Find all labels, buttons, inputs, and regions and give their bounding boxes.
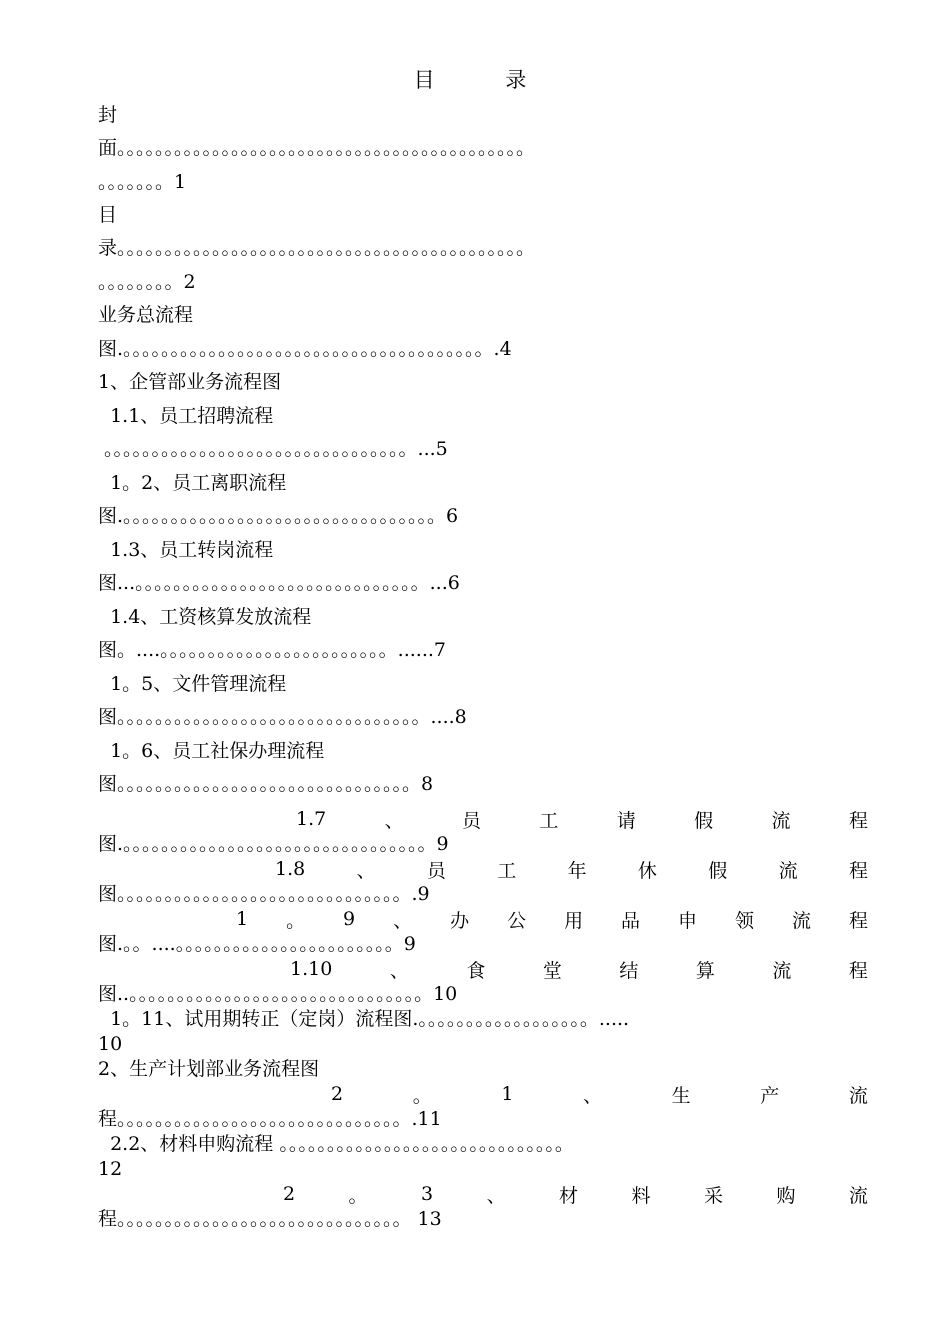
toc-entry-1-3-leader: 图...。。。。。。。。。。。。。。。。。。。。。。。。。。。。。。...6 — [98, 572, 460, 594]
toc-entry-1-10-part: 程 — [848, 959, 868, 982]
toc-entry-1-8-part: 流 — [778, 859, 798, 882]
toc-entry-1-10-part: 、 — [389, 959, 409, 982]
toc-entry-cover-label: 封 — [98, 104, 118, 126]
toc-entry-1-8-part: 、 — [356, 859, 376, 882]
toc-entry-1-11-label: 1。11、试用期转正（定岗）流程图.。。。。。。。。。。。。。。。。。。..... — [98, 1008, 630, 1030]
toc-entry-1-9-part: 公 — [507, 909, 527, 932]
toc-entry-1-9-part: 、 — [393, 909, 413, 932]
toc-entry-1-8-part: 休 — [637, 859, 657, 882]
toc-entry-1-9-part: 程 — [848, 909, 868, 932]
toc-section-2-heading: 2、生产计划部业务流程图 — [98, 1058, 320, 1080]
toc-entry-2-3-part: 采 — [703, 1184, 723, 1207]
toc-entry-2-2-label: 2.2、材料申购流程 。。。。。。。。。。。。。。。。。。。。。。。。。。。。。。 — [98, 1133, 574, 1155]
toc-entry-1-7-part: 假 — [694, 809, 714, 832]
toc-entry-2-3-part: 。 — [348, 1184, 368, 1207]
toc-entry-1-6-leader: 图。。。。。。。。。。。。。。。。。。。。。。。。。。。。。。。8 — [98, 773, 434, 795]
toc-entry-1-7-part: 工 — [539, 809, 559, 832]
toc-entry-1-9-part: 办 — [450, 909, 470, 932]
toc-entry-1-10-part: 结 — [619, 959, 639, 982]
toc-entry-1-7-part: 1.7 — [296, 808, 327, 830]
toc-section-1-heading: 1、企管部业务流程图 — [98, 371, 282, 393]
toc-entry-1-9-part: 领 — [735, 909, 755, 932]
toc-entry-2-3-part: 购 — [776, 1184, 796, 1207]
toc-entry-2-1-part: 1 — [501, 1083, 514, 1105]
toc-entry-2-1-part: 产 — [760, 1084, 780, 1107]
toc-entry-2-2-page: 12 — [98, 1158, 123, 1180]
toc-entry-1-4-leader: 图。....。。。。。。。。。。。。。。。。。。。。。。。。......7 — [98, 639, 446, 661]
toc-entry-2-3-part: 2 — [283, 1183, 296, 1205]
toc-entry-1-9-part: 流 — [792, 909, 812, 932]
toc-entry-2-3-part: 料 — [631, 1184, 651, 1207]
toc-entry-toc-leader: 录。。。。。。。。。。。。。。。。。。。。。。。。。。。。。。。。。。。。。。。。。。。 — [98, 237, 536, 259]
toc-entry-1-6-label: 1。6、员工社保办理流程 — [98, 740, 325, 762]
toc-entry-2-1-part: 。 — [412, 1084, 432, 1107]
toc-entry-1-10-part: 算 — [695, 959, 715, 982]
toc-entry-toc-page: 。。。。。。。。2 — [98, 271, 196, 293]
toc-entry-2-1-leader: 程。。。。。。。。。。。。。。。。。。。。。。。。。。。。。。.11 — [98, 1108, 442, 1130]
toc-entry-1-1-leader: 。。。。。。。。。。。。。。。。。。。。。。。。。。。。。。。。...5 — [98, 438, 448, 460]
toc-entry-2-3-part: 、 — [486, 1184, 506, 1207]
toc-entry-overall-label: 业务总流程 — [98, 304, 194, 326]
toc-entry-1-9-part: 9 — [343, 908, 356, 930]
toc-entry-1-8-part: 程 — [848, 859, 868, 882]
toc-entry-1-8-part: 员 — [426, 859, 446, 882]
toc-entry-2-1-part: 、 — [583, 1084, 603, 1107]
toc-entry-1-3-label: 1.3、员工转岗流程 — [98, 539, 274, 561]
toc-entry-1-8-leader: 图。。。。。。。。。。。。。。。。。。。。。。。。。。。。。。.9 — [98, 883, 430, 905]
toc-entry-2-1-part: 2 — [331, 1083, 344, 1105]
toc-entry-1-9-part: 品 — [621, 909, 641, 932]
toc-entry-1-7-part: 请 — [616, 809, 636, 832]
toc-entry-2-3-part: 材 — [559, 1184, 579, 1207]
toc-entry-1-5-label: 1。5、文件管理流程 — [98, 673, 287, 695]
toc-entry-1-9-leader: 图.。。....。。。。。。。。。。。。。。。。。。。。。。。9 — [98, 933, 416, 955]
toc-entry-1-11-page: 10 — [98, 1033, 123, 1055]
toc-entry-1-2-label: 1。2、员工离职流程 — [98, 472, 287, 494]
toc-entry-1-10-leader: 图..。。。。。。。。。。。。。。。。。。。。。。。。。。。。。。。10 — [98, 983, 458, 1005]
toc-entry-overall-leader: 图.。。。。。。。。。。。。。。。。。。。。。。。。。。。。。。。。。。。。。。.4 — [98, 338, 512, 360]
toc-entry-1-4-label: 1.4、工资核算发放流程 — [98, 606, 312, 628]
toc-entry-1-7-leader: 图.。。。。。。。。。。。。。。。。。。。。。。。。。。。。。。。。9 — [98, 833, 449, 855]
toc-entry-1-10-part: 1.10 — [290, 958, 333, 980]
toc-entry-1-10-part: 食 — [466, 959, 486, 982]
toc-entry-2-1-part: 生 — [671, 1084, 691, 1107]
toc-entry-1-8-part: 假 — [708, 859, 728, 882]
toc-entry-1-7-part: 程 — [848, 809, 868, 832]
toc-entry-1-1-label: 1.1、员工招聘流程 — [98, 405, 274, 427]
toc-entry-1-7-part: 流 — [771, 809, 791, 832]
toc-entry-1-9-part: 用 — [564, 909, 584, 932]
toc-entry-1-7-part: 、 — [384, 809, 404, 832]
toc-entry-cover-page: 。。。。。。。1 — [98, 171, 187, 193]
toc-entry-1-10-part: 堂 — [542, 959, 562, 982]
toc-entry-1-9-part: 1 — [236, 908, 249, 930]
page-title: 目 录 — [413, 68, 559, 92]
toc-entry-1-8-part: 工 — [497, 859, 517, 882]
toc-entry-1-7-part: 员 — [461, 809, 481, 832]
toc-entry-1-8-part: 年 — [567, 859, 587, 882]
toc-entry-1-2-leader: 图.。。。。。。。。。。。。。。。。。。。。。。。。。。。。。。。。。6 — [98, 505, 459, 527]
toc-entry-2-3-leader: 程。。。。。。。。。。。。。。。。。。。。。。。。。。。。。。 13 — [98, 1208, 442, 1230]
toc-entry-2-3-part: 流 — [848, 1184, 868, 1207]
toc-entry-1-10-part: 流 — [772, 959, 792, 982]
toc-entry-cover-leader: 面。。。。。。。。。。。。。。。。。。。。。。。。。。。。。。。。。。。。。。。。。。。 — [98, 137, 536, 159]
toc-entry-2-3-part: 3 — [421, 1183, 434, 1205]
toc-entry-1-9-part: 申 — [678, 909, 698, 932]
toc-entry-1-9-part: 。 — [286, 909, 306, 932]
toc-entry-1-8-part: 1.8 — [275, 858, 306, 880]
toc-entry-2-1-part: 流 — [848, 1084, 868, 1107]
toc-entry-1-5-leader: 图。。。。。。。。。。。。。。。。。。。。。。。。。。。。。。。。....8 — [98, 706, 467, 728]
toc-entry-toc-label: 目 — [98, 204, 118, 226]
